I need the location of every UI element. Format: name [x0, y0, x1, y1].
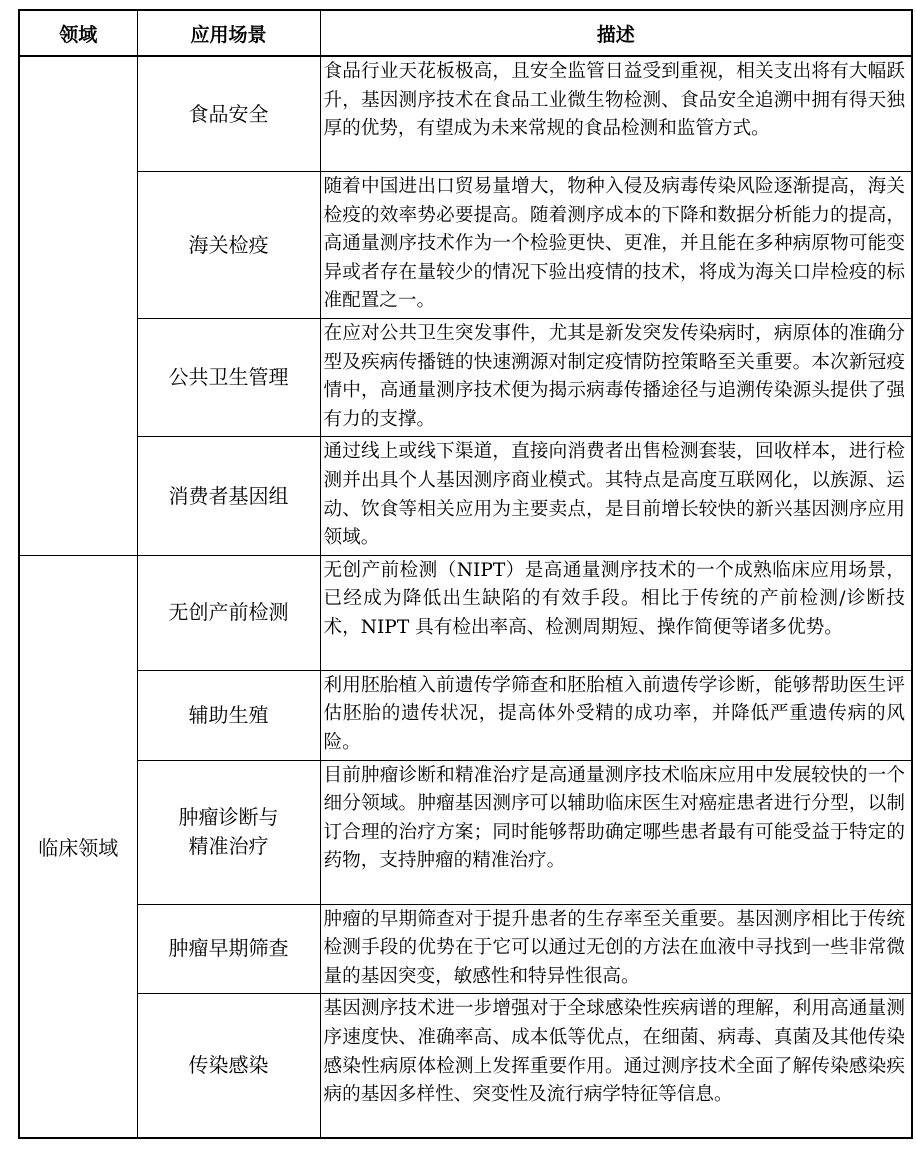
table-row: [19, 555, 912, 670]
table-body: [19, 56, 912, 1138]
scene-cell: [137, 760, 320, 904]
scene-cell: [137, 994, 320, 1139]
description-cell: 肿瘤的早期筛查对于提升患者的生存率至关重要。基因测序相比于传统检测手段的优势在于它可以通过无创的方法在血液中寻找到一些非常微量的基因突变，敏感性和特异性很高。: [320, 904, 912, 994]
header-description: 描述: [320, 10, 912, 56]
scene-label: 公共卫生管理: [168, 365, 289, 390]
description-cell: 基因测序技术进一步增强对于全球感染性疾病谱的理解，利用高通量测序速度快、准确率高、成本低等优点，在细菌、病毒、真菌及其他传染感染性病原体检测上发挥重要作用。通过测序技术全面了解传染感染疾病的基因多样性、突变性及流行病学特征等信息。: [320, 994, 912, 1139]
header-scene: 应用场景: [137, 10, 320, 56]
scene-cell: [137, 555, 320, 670]
table-row: [19, 172, 912, 319]
scene-label: 肿瘤早期筛查: [168, 936, 289, 961]
domain-cell: 临床领域: [19, 555, 137, 1138]
description-cell: 通过线上或线下渠道，直接向消费者出售检测套装，回收样本，进行检测并出具个人基因测序商业模式。其特点是高度互联网化，以族源、运动、饮食等相关应用为主要卖点，是目前增长较快的新兴基因测序应用领域。: [320, 437, 912, 555]
scene-cell: [137, 172, 320, 319]
table-row: [19, 670, 912, 760]
scene-cell: [137, 437, 320, 555]
description-cell: 随着中国进出口贸易量增大，物种入侵及病毒传染风险逐渐提高，海关检疫的效率势必要提高。随着测序成本的下降和数据分析能力的提高，高通量测序技术作为一个检验更快、更准，并且能在多种病原物可能变异或者存在量较少的情况下验出疫情的技术，将成为海关口岸检疫的标准配置之一。: [320, 172, 912, 319]
scene-label: 食品安全: [188, 101, 269, 126]
table-header: [19, 10, 912, 56]
scene-cell: [137, 670, 320, 760]
scene-label: 无创产前检测: [168, 600, 289, 625]
table-row: [19, 904, 912, 994]
table-row: [19, 56, 912, 172]
header-row: [19, 10, 912, 56]
scene-cell: [137, 904, 320, 994]
scene-label: 肿瘤诊断与 精准治疗: [178, 805, 279, 859]
table-row: [19, 760, 912, 904]
table-row: [19, 319, 912, 437]
domain-cell: [19, 56, 137, 555]
table-row: [19, 437, 912, 555]
scene-label: 海关检疫: [188, 232, 269, 257]
application-table-container: [18, 9, 911, 1139]
description-cell: 食品行业天花板极高，且安全监管日益受到重视，相关支出将有大幅跃升，基因测序技术在食品工业微生物检测、食品安全追溯中拥有得天独厚的优势，有望成为未来常规的食品检测和监管方式。: [320, 56, 912, 172]
description-cell: 在应对公共卫生突发事件，尤其是新发突发传染病时，病原体的准确分型及疾病传播链的快速溯源对制定疫情防控策略至关重要。本次新冠疫情中，高通量测序技术便为揭示病毒传播途径与追溯传染源头提供了强有力的支撑。: [320, 319, 912, 437]
table-row: [19, 994, 912, 1139]
description-cell: 目前肿瘤诊断和精准治疗是高通量测序技术临床应用中发展较快的一个细分领域。肿瘤基因测序可以辅助临床医生对癌症患者进行分型，以制订合理的治疗方案；同时能够帮助确定哪些患者最有可能受益于特定的药物，支持肿瘤的精准治疗。: [320, 760, 912, 904]
description-cell: 利用胚胎植入前遗传学筛查和胚胎植入前遗传学诊断，能够帮助医生评估胚胎的遗传状况，提高体外受精的成功率，并降低严重遗传病的风险。: [320, 670, 912, 760]
header-domain: 领域: [19, 10, 137, 56]
description-cell: 无创产前检测（NIPT）是高通量测序技术的一个成熟临床应用场景，已经成为降低出生缺陷的有效手段。相比于传统的产前检测/诊断技术，NIPT 具有检出率高、检测周期短、操作简便等诸多优势。: [320, 555, 912, 670]
scene-label: 消费者基因组: [168, 483, 289, 508]
scene-cell: [137, 56, 320, 172]
scene-label: 传染感染: [188, 1053, 269, 1078]
scene-label: 辅助生殖: [188, 702, 269, 727]
application-table: [18, 9, 913, 1139]
scene-cell: [137, 319, 320, 437]
